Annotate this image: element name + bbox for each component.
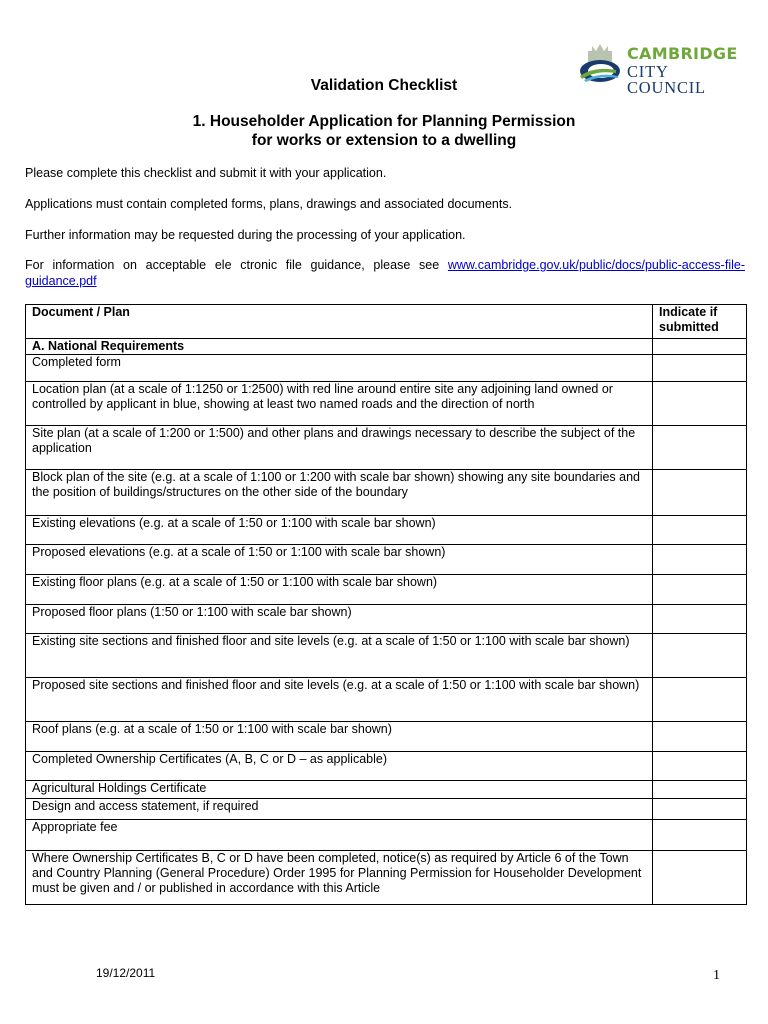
submitted-checkbox-cell[interactable]	[653, 851, 747, 905]
header-indicate-if-submitted: Indicate if submitted	[653, 305, 747, 339]
table-row	[26, 799, 747, 820]
submitted-checkbox-cell[interactable]	[653, 382, 747, 426]
table-row	[26, 426, 747, 470]
page-subtitle-line-1: 1. Householder Application for Planning Permission	[192, 113, 576, 130]
document-site-plan: Site plan (at a scale of 1:200 or 1:500) and other plans and drawings necessary to describe the subject of the application	[26, 426, 653, 470]
instruction-complete-checklist: Please complete this checklist and submit it with your application.	[25, 166, 387, 180]
submitted-checkbox-cell[interactable]	[653, 470, 747, 516]
section-checkbox-cell	[653, 339, 747, 355]
document-appropriate-fee: Appropriate fee	[26, 820, 653, 851]
table-row	[26, 470, 747, 516]
document-roof-plans: Roof plans (e.g. at a scale of 1:50 or 1:100 with scale bar shown)	[26, 722, 653, 752]
table-row	[26, 605, 747, 634]
submitted-checkbox-cell[interactable]	[653, 575, 747, 605]
table-row	[26, 781, 747, 799]
submitted-checkbox-cell[interactable]	[653, 545, 747, 575]
document-agricultural-holdings: Agricultural Holdings Certificate	[26, 781, 653, 799]
file-guidance-paragraph	[25, 257, 745, 289]
instruction-required-contents: Applications must contain completed forms, plans, drawings and associated documents.	[25, 197, 513, 211]
validation-checklist-table	[25, 304, 747, 905]
table-row	[26, 355, 747, 382]
file-guidance-link[interactable]: www.cambridge.gov.uk/public/docs/public-access-file-guidance.pdf	[25, 258, 745, 288]
table-row	[26, 516, 747, 545]
submitted-checkbox-cell[interactable]	[653, 799, 747, 820]
table-row	[26, 634, 747, 678]
submitted-checkbox-cell[interactable]	[653, 722, 747, 752]
document-ownership-notices: Where Ownership Certificates B, C or D have been completed, notice(s) as required by Article 6 of the Town and Country Planning (General Procedure) Order 1995 for Planning Permission for Householder Development must be given and / or published in accordance with this Article	[26, 851, 653, 905]
table-header-row	[26, 305, 747, 339]
table-row	[26, 722, 747, 752]
submitted-checkbox-cell[interactable]	[653, 752, 747, 781]
submitted-checkbox-cell[interactable]	[653, 634, 747, 678]
table-row	[26, 678, 747, 722]
document-existing-elevations: Existing elevations (e.g. at a scale of 1:50 or 1:100 with scale bar shown)	[26, 516, 653, 545]
table-row	[26, 752, 747, 781]
section-row-national-requirements	[26, 339, 747, 355]
logo-text-cambridge: CAMBRIDGE	[627, 44, 738, 63]
section-title: A. National Requirements	[26, 339, 653, 355]
page-number: 1	[713, 968, 720, 983]
table-row	[26, 382, 747, 426]
logo-text-city-council: CITY COUNCIL	[627, 62, 706, 97]
table-row	[26, 575, 747, 605]
submitted-checkbox-cell[interactable]	[653, 678, 747, 722]
document-proposed-site-sections: Proposed site sections and finished floor and site levels (e.g. at a scale of 1:50 or 1:100 with scale bar shown)	[26, 678, 653, 722]
document-ownership-certificates: Completed Ownership Certificates (A, B, C or D – as applicable)	[26, 752, 653, 781]
page-subtitle-line-2: for works or extension to a dwelling	[251, 132, 517, 149]
header-document-plan: Document / Plan	[26, 305, 653, 339]
document-completed-form: Completed form	[26, 355, 653, 382]
submitted-checkbox-cell[interactable]	[653, 820, 747, 851]
submitted-checkbox-cell[interactable]	[653, 516, 747, 545]
file-guidance-text: For information on acceptable ele ctronic file guidance, please see	[25, 258, 448, 272]
footer-date: 19/12/2011	[96, 966, 156, 980]
document-existing-floor-plans: Existing floor plans (e.g. at a scale of 1:50 or 1:100 with scale bar shown)	[26, 575, 653, 605]
document-proposed-elevations: Proposed elevations (e.g. at a scale of 1:50 or 1:100 with scale bar shown)	[26, 545, 653, 575]
table-row	[26, 851, 747, 905]
submitted-checkbox-cell[interactable]	[653, 426, 747, 470]
document-proposed-floor-plans: Proposed floor plans (1:50 or 1:100 with scale bar shown)	[26, 605, 653, 634]
table-row	[26, 545, 747, 575]
document-existing-site-sections: Existing site sections and finished floor and site levels (e.g. at a scale of 1:50 or 1:100 with scale bar shown)	[26, 634, 653, 678]
submitted-checkbox-cell[interactable]	[653, 605, 747, 634]
table-row	[26, 820, 747, 851]
submitted-checkbox-cell[interactable]	[653, 355, 747, 382]
document-design-access-statement: Design and access statement, if required	[26, 799, 653, 820]
page-title: Validation Checklist	[310, 77, 458, 94]
instruction-further-information: Further information may be requested during the processing of your application.	[25, 228, 466, 242]
document-location-plan: Location plan (at a scale of 1:1250 or 1:2500) with red line around entire site any adjoining land owned or controlled by applicant in blue, showing at least two named roads and the direction of north	[26, 382, 653, 426]
submitted-checkbox-cell[interactable]	[653, 781, 747, 799]
document-block-plan: Block plan of the site (e.g. at a scale of 1:100 or 1:200 with scale bar shown) showing any site boundaries and the position of buildings/structures on the other side of the boundary	[26, 470, 653, 516]
